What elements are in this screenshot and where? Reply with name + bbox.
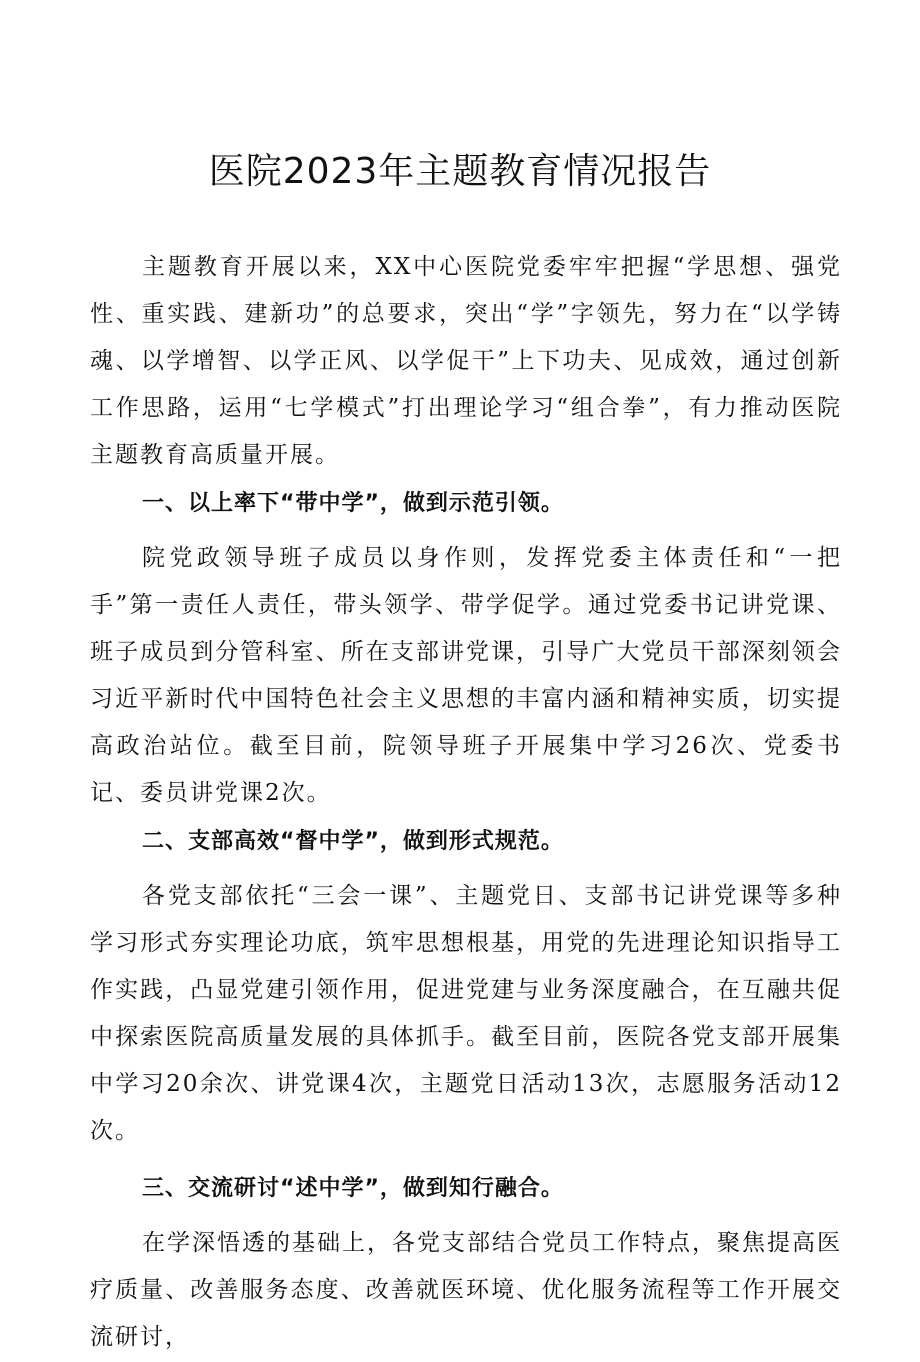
intro-paragraph: 主题教育开展以来，XX中心医院党委牢牢把握“学思想、强党性、重实践、建新功”的总要求，突出“学”字领先，努力在“以学铸魂、以学增智、以学正风、以学促干”上下功夫、见成效，通过创新工作思路，运用“七学模式”打出理论学习“组合拳”，有力推动医院主题教育高质量开展。 — [90, 254, 842, 468]
section-1-heading: 一、以上率下“带中学”，做到示范引领。 — [142, 491, 564, 516]
section-3-paragraph: 在学深悟透的基础上，各党支部结合党员工作特点，聚焦提高医疗质量、改善服务态度、改善就医环境、优化服务流程等工作开展交流研讨， — [90, 1230, 842, 1350]
section-2-heading: 二、支部高效“督中学”，做到形式规范。 — [142, 829, 564, 854]
section-3-heading: 三、交流研讨“述中学”，做到知行融合。 — [142, 1176, 564, 1201]
section-2-paragraph: 各党支部依托“三会一课”、主题党日、支部书记讲党课等多种学习形式夯实理论功底，筑牢思想根基，用党的先进理论知识指导工作实践，凸显党建引领作用，促进党建与业务深度融合，在互融共促中探索医院高质量发展的具体抓手。截至目前，医院各党支部开展集中学习20余次、讲党课4次，主题党日活动13次，志愿服务活动12次。 — [90, 883, 842, 1144]
section-1-paragraph: 院党政领导班子成员以身作则，发挥党委主体责任和“一把手”第一责任人责任，带头领学、带学促学。通过党委书记讲党课、班子成员到分管科室、所在支部讲党课，引导广大党员干部深刻领会习近平新时代中国特色社会主义思想的丰富内涵和精神实质，切实提高政治站位。截至目前，院领导班子开展集中学习26次、党委书记、委员讲党课2次。 — [90, 545, 842, 806]
document-body — [90, 244, 842, 1362]
document-title: 医院2023年主题教育情况报告 — [208, 151, 712, 192]
